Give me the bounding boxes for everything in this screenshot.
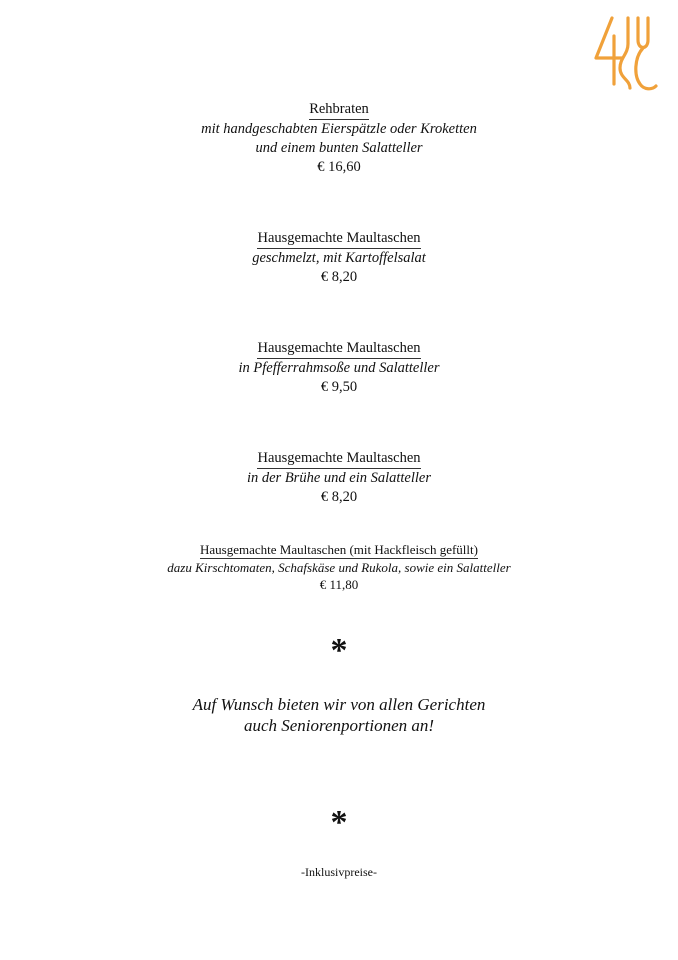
menu-item: [0, 339, 678, 397]
separator-asterisk: *: [330, 632, 348, 669]
dish-name: Hausgemachte Maultaschen: [257, 339, 420, 359]
menu-item: [0, 100, 678, 177]
dish-description: geschmelzt, mit Kartoffelsalat: [252, 250, 426, 266]
dish-price: € 8,20: [320, 269, 358, 285]
dish-price: € 8,20: [320, 489, 358, 505]
separator-asterisk: *: [330, 804, 348, 841]
dish-description: in Pfefferrahmsoße und Salatteller: [238, 360, 440, 376]
dish-name: Hausgemachte Maultaschen (mit Hackfleisch gefüllt): [200, 542, 478, 557]
footer-prices-note: -Inklusivpreise-: [301, 865, 377, 879]
menu-item: [0, 541, 678, 593]
dish-name: Hausgemachte Maultaschen: [257, 449, 420, 469]
dish-price: € 11,80: [319, 577, 359, 592]
dish-name: Hausgemachte Maultaschen: [257, 229, 420, 249]
senior-portion-note: [0, 694, 678, 736]
dish-name: Rehbraten: [309, 100, 369, 120]
menu-item: [0, 229, 678, 287]
dish-description: in der Brühe und ein Salatteller: [246, 470, 432, 486]
dish-description: dazu Kirschtomaten, Schafskäse und Rukola, sowie ein Salatteller: [167, 560, 511, 575]
fork-logo-icon: [590, 14, 660, 92]
note-line: auch Seniorenportionen an!: [243, 716, 435, 735]
note-line: Auf Wunsch bieten wir von allen Gerichten: [192, 695, 486, 714]
dish-price: € 9,50: [320, 379, 358, 395]
dish-description: und einem bunten Salatteller: [255, 140, 423, 156]
dish-description: mit handgeschabten Eierspätzle oder Kroketten: [201, 121, 477, 137]
dish-price: € 16,60: [317, 159, 361, 175]
menu-item: [0, 449, 678, 507]
